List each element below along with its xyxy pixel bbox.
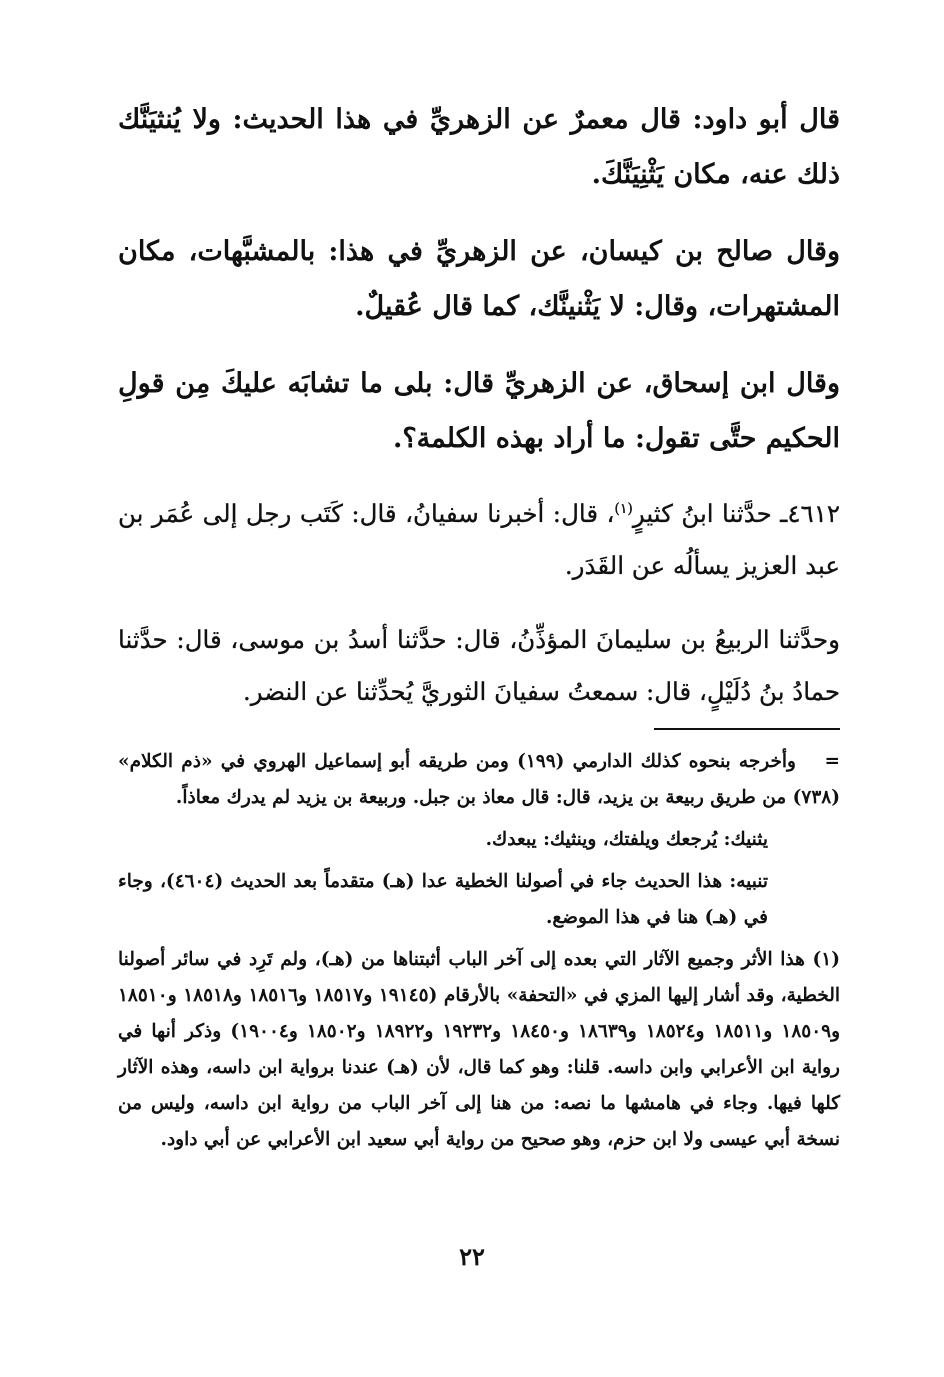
main-paragraph-1: قال أبو داود: قال معمرٌ عن الزهريِّ في هذا الحديث: ولا يُنثيَنَّك ذلك عنه، مكان يَثْنِيَنَّكَ. — [118, 104, 840, 190]
main-text — [118, 92, 840, 718]
hadith-4612 — [118, 488, 840, 592]
continuation-text: وأخرجه بنحوه كذلك الدارمي (١٩٩) ومن طريقه أبو إسماعيل الهروي في «ذم الكلام» (٧٣٨) من طريق ربيعة بن يزيد، قال: قال معاذ بن جبل. وربيعة بن يزيد لم يدرك معاذاً. — [118, 751, 840, 808]
continuation-mark: = — [824, 751, 840, 772]
chain-paragraph: وحدَّثنا الربيعُ بن سليمانَ المؤذِّنُ، قال: حدَّثنا أسدُ بن موسى، قال: حدَّثنا حمادُ بنُ دُلَيْلٍ، قال: سمعتُ سفيانَ الثوريَّ يُحدِّثنا عن النضر. — [118, 625, 840, 706]
footnote-notice: تنبيه: هذا الحديث جاء في أصولنا الخطية عدا (هـ) متقدماً بعد الحديث (٤٦٠٤)، وجاء في (هـ) هنا في هذا الموضع. — [118, 871, 769, 928]
page-number: ٢٢ — [459, 1242, 485, 1271]
footnotes — [118, 744, 840, 1158]
footnote-continuation — [118, 744, 840, 816]
footnote-reference[interactable]: (١) — [614, 500, 633, 517]
page-body — [118, 92, 840, 1164]
footnote-1: (١) هذا الأثر وجميع الآثار التي بعده إلى آخر الباب أثبتناها من (هـ)، ولم تَرِد في سائر أصولنا الخطية، وقد أشار إليها المزي في «التحفة» بالأرقام (١٩١٤٥ و١٨٥١٧ و١٨٥١٦ و١٨٥١٨ و١٨٥١٠ و١٨٥٠٩ و١٨٥١١ و١٨٥٢٤ و١٨٦٣٩ و١٨٤٥٠ و١٩٢٣٢ و١٨٩٢٢ و١٨٥٠٢ و١٩٠٠٤) وذكر أنها في رواية ابن الأعرابي وابن داسه. قلنا: وهو كما قال، لأن (هـ) عندنا برواية ابن داسه، وهذه الآثار كلها فيها. وجاء في هامشها ما نصه: من هنا إلى آخر الباب من رواية ابن داسه، وليس من نسخة أبي عيسى ولا ابن حزم، وهو صحيح من رواية أبي سعيد ابن الأعرابي عن أبي داود. — [118, 949, 841, 1150]
footnote-divider — [654, 728, 840, 730]
main-paragraph-2: وقال صالح بن كيسان، عن الزهريِّ في هذا: بالمشبَّهات، مكان المشتهرات، وقال: لا يَثْنينَّك، كما قال عُقيلٌ. — [118, 236, 840, 322]
main-paragraph-3: وقال ابن إسحاق، عن الزهريِّ قال: بلى ما تشابَه عليكَ مِن قولِ الحكيم حتَّى تقول: ما أراد بهذه الكلمة؟. — [118, 368, 840, 454]
footnote-gloss: يثنيك: يُرجعك ويلفتك، وينثيك: يبعدك. — [485, 829, 768, 850]
hadith-opening: ٤٦١٢ـ حدَّثنا ابنُ كثيرٍ — [632, 499, 841, 528]
hadith-text: ، قال: أخبرنا سفيانُ، قال: كَتَب رجل إلى عُمَر بن عبد العزيز يسألُه عن القَدَر. — [118, 499, 840, 580]
